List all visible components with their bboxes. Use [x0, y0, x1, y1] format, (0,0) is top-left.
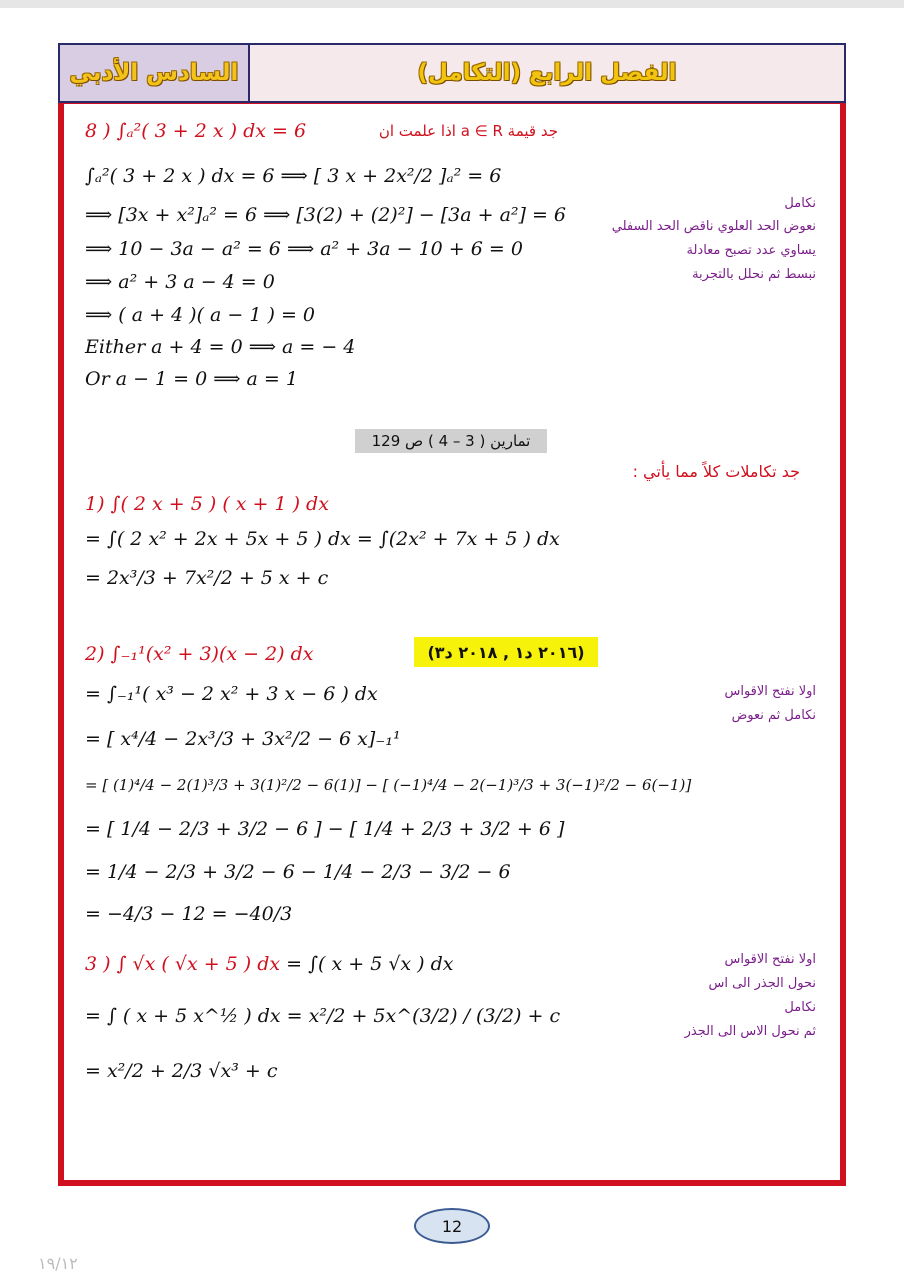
q3-note-4: ثم نحول الاس الى الجذر [684, 1024, 816, 1039]
q1-step-2: = 2x³/3 + 7x²/2 + 5 x + c [85, 567, 329, 589]
page-header [58, 43, 846, 103]
q8-step-2: ⟹ [3x + x²]ₐ² = 6 ⟹ [3(2) + (2)²] − [3a + a²] = 6 [85, 204, 567, 226]
page-number: 12 [414, 1208, 490, 1244]
q8-note-1: نكامل [784, 196, 816, 211]
q8-step-5: ⟹ ( a + 4 )( a − 1 ) = 0 [85, 304, 316, 326]
top-strip [0, 0, 904, 8]
chapter-title: الفصل الرابع (التكامل) [417, 60, 677, 86]
instruction-text: جد تكاملات كلاً مما يأتي : [632, 462, 800, 481]
q3-step-2: = x²/2 + 2/3 √x³ + c [85, 1060, 278, 1082]
q3-step-1: = ∫ ( x + 5 x^½ ) dx = x²/2 + 5x^(3/2) / (3/2) + c [85, 1005, 561, 1027]
q2-step-1: = ∫₋₁¹( x³ − 2 x² + 3 x − 6 ) dx [85, 683, 378, 705]
q2-exam-badge: (٢٠١٦ د١ , ٢٠١٨ د٣) [414, 637, 598, 667]
q3-label-row [85, 953, 454, 975]
q3-note-2: نحول الجذر الى اس [708, 976, 816, 991]
q2-note-1: اولا نفتح الاقواس [724, 684, 816, 699]
q2-step-2: = [ x⁴/4 − 2x³/3 + 3x²/2 − 6 x]₋₁¹ [85, 728, 401, 750]
q3-label: 3 ) ∫ √x ( √x + 5 ) dx [85, 953, 281, 975]
q1-label: 1) ∫( 2 x + 5 ) ( x + 1 ) dx [85, 493, 329, 515]
q8-label: 8 ) ∫ₐ²( 3 + 2 x ) dx = 6 [85, 120, 307, 142]
grade-label: السادس الأدبي [69, 60, 239, 86]
q8-step-7: Or a − 1 = 0 ⟹ a = 1 [85, 368, 298, 390]
q3-note-3: نكامل [784, 1000, 816, 1015]
q2-step-4: = [ 1/4 − 2/3 + 3/2 − 6 ] − [ 1/4 + 2/3 + 3/2 + 6 ] [85, 818, 565, 840]
title-box [250, 45, 844, 101]
q8-condition: جد قيمة a ∈ R اذا علمت ان [378, 122, 558, 140]
q2-step-3: = [ (1)⁴/4 − 2(1)³/3 + 3(1)²/2 − 6(1)] − [ (−1)⁴/4 − 2(−1)³/3 + 3(−1)²/2 − 6(−1)] [85, 776, 692, 794]
q3-note-1: اولا نفتح الاقواس [724, 952, 816, 967]
q2-note-2: نكامل ثم نعوض [731, 708, 816, 723]
corner-page-mark: ١٩/١٢ [38, 1254, 78, 1273]
q8-note-4: نبسط ثم نحلل بالتجربة [692, 267, 816, 282]
q8-step-4: ⟹ a² + 3 a − 4 = 0 [85, 271, 275, 293]
q2-step-6: = −4/3 − 12 = −40/3 [85, 903, 293, 925]
grade-box [60, 45, 250, 101]
q8-step-6: Either a + 4 = 0 ⟹ a = − 4 [85, 336, 356, 358]
exercises-heading: تمارين ( 3 – 4 ) ص 129 [355, 429, 547, 453]
q1-step-1: = ∫( 2 x² + 2x + 5x + 5 ) dx = ∫(2x² + 7x + 5 ) dx [85, 528, 560, 550]
q8-note-3: يساوي عدد تصبح معادلة [686, 243, 816, 258]
q8-note-2: نعوض الحد العلوي ناقص الحد السفلي [611, 219, 816, 234]
q8-step-3: ⟹ 10 − 3a − a² = 6 ⟹ a² + 3a − 10 + 6 = 0 [85, 238, 523, 260]
q8-step-1: ∫ₐ²( 3 + 2 x ) dx = 6 ⟹ [ 3 x + 2x²/2 ]ₐ² = 6 [85, 165, 502, 187]
q3-label-rhs: = ∫( x + 5 √x ) dx [280, 953, 454, 975]
q2-step-5: = 1/4 − 2/3 + 3/2 − 6 − 1/4 − 2/3 − 3/2 − 6 [85, 861, 511, 883]
q2-label: 2) ∫₋₁¹(x² + 3)(x − 2) dx [85, 643, 314, 665]
